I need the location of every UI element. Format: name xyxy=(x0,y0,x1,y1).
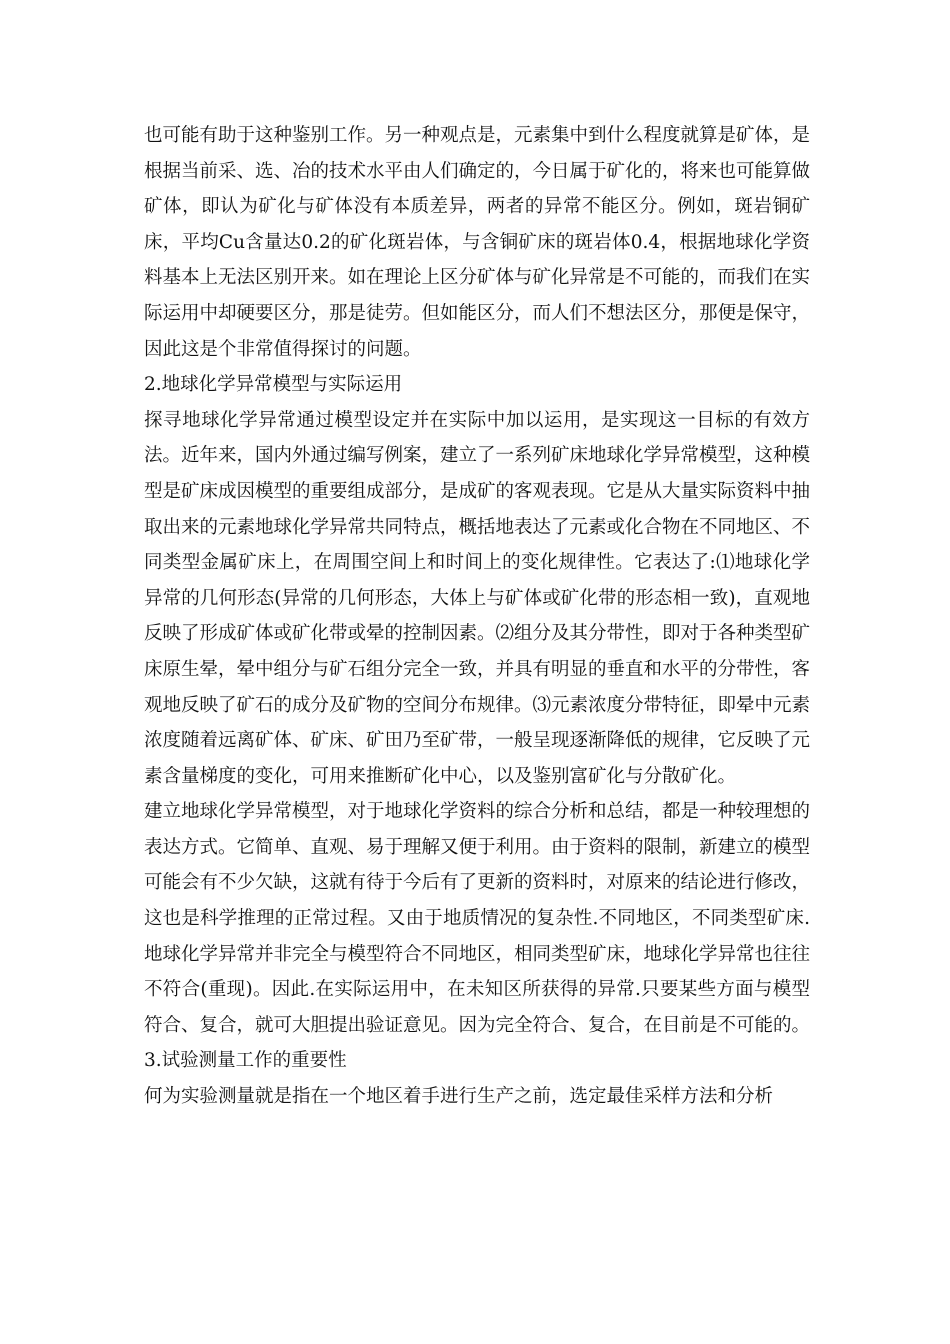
section-heading-2: 2.地球化学异常模型与实际运用 xyxy=(144,374,403,396)
paragraph-experimental-survey: 何为实验测量就是指在一个地区着手进行生产之前，选定最佳采样方法和分析 xyxy=(144,1086,774,1108)
section-heading-3: 3.试验测量工作的重要性 xyxy=(144,1050,347,1072)
document-page xyxy=(144,118,810,1115)
paragraph-ore-vs-mineralization: 也可能有助于这种鉴别工作。另一种观点是，元素集中到什么程度就算是矿体，是根据当前采、选、冶的技术水平由人们确定的，今日属于矿化的，将来也可能算做矿体，即认为矿化与矿体没有本质差异，两者的异常不能区分。例如，斑岩铜矿床，平均Cu含量达0.2的矿化斑岩体，与含铜矿床的斑岩体0.4，根据地球化学资料基本上无法区别开来。如在理论上区分矿体与矿化异常是不可能的，而我们在实际运用中却硬要区分，那是徒劳。但如能区分，而人们不想法区分，那便是保守，因此这是个非常值得探讨的问题。 xyxy=(144,125,811,360)
paragraph-anomaly-model: 探寻地球化学异常通过模型设定并在实际中加以运用，是实现这一目标的有效方法。近年来，国内外通过编写例案，建立了一系列矿床地球化学异常模型，这种模型是矿床成因模型的重要组成部分，是成矿的客观表现。它是从大量实际资料中抽取出来的元素地球化学异常共同特点，概括地表达了元素或化合物在不同地区、不同类型金属矿床上，在周围空间上和时间上的变化规律性。它表达了:⑴地球化学异常的几何形态(异常的几何形态，大体上与矿体或矿化带的形态相一致)，直观地反映了形成矿体或矿化带或晕的控制因素。⑵组分及其分带性，即对于各种类型矿床原生晕，晕中组分与矿石组分完全一致，并具有明显的垂直和水平的分带性，客观地反映了矿石的成分及矿物的空间分布规律。⑶元素浓度分带特征，即晕中元素浓度随着远离矿体、矿床、矿田乃至矿带，一般呈现逐渐降低的规律，它反映了元素含量梯度的变化，可用来推断矿化中心，以及鉴别富矿化与分散矿化。 xyxy=(144,409,811,787)
paragraph-model-application: 建立地球化学异常模型，对于地球化学资料的综合分析和总结，都是一种较理想的表达方式。它简单、直观、易于理解又便于利用。由于资料的限制，新建立的模型可能会有不少欠缺，这就有待于今后有了更新的资料时，对原来的结论进行修改，这也是科学推理的正常过程。又由于地质情况的复杂性.不同地区，不同类型矿床.地球化学异常并非完全与模型符合不同地区，相同类型矿床，地球化学异常也往往不符合(重现)。因此.在实际运用中，在未知区所获得的异常.只要某些方面与模型符合、复合，就可大胆提出验证意见。因为完全符合、复合，在目前是不可能的。 xyxy=(144,801,811,1036)
